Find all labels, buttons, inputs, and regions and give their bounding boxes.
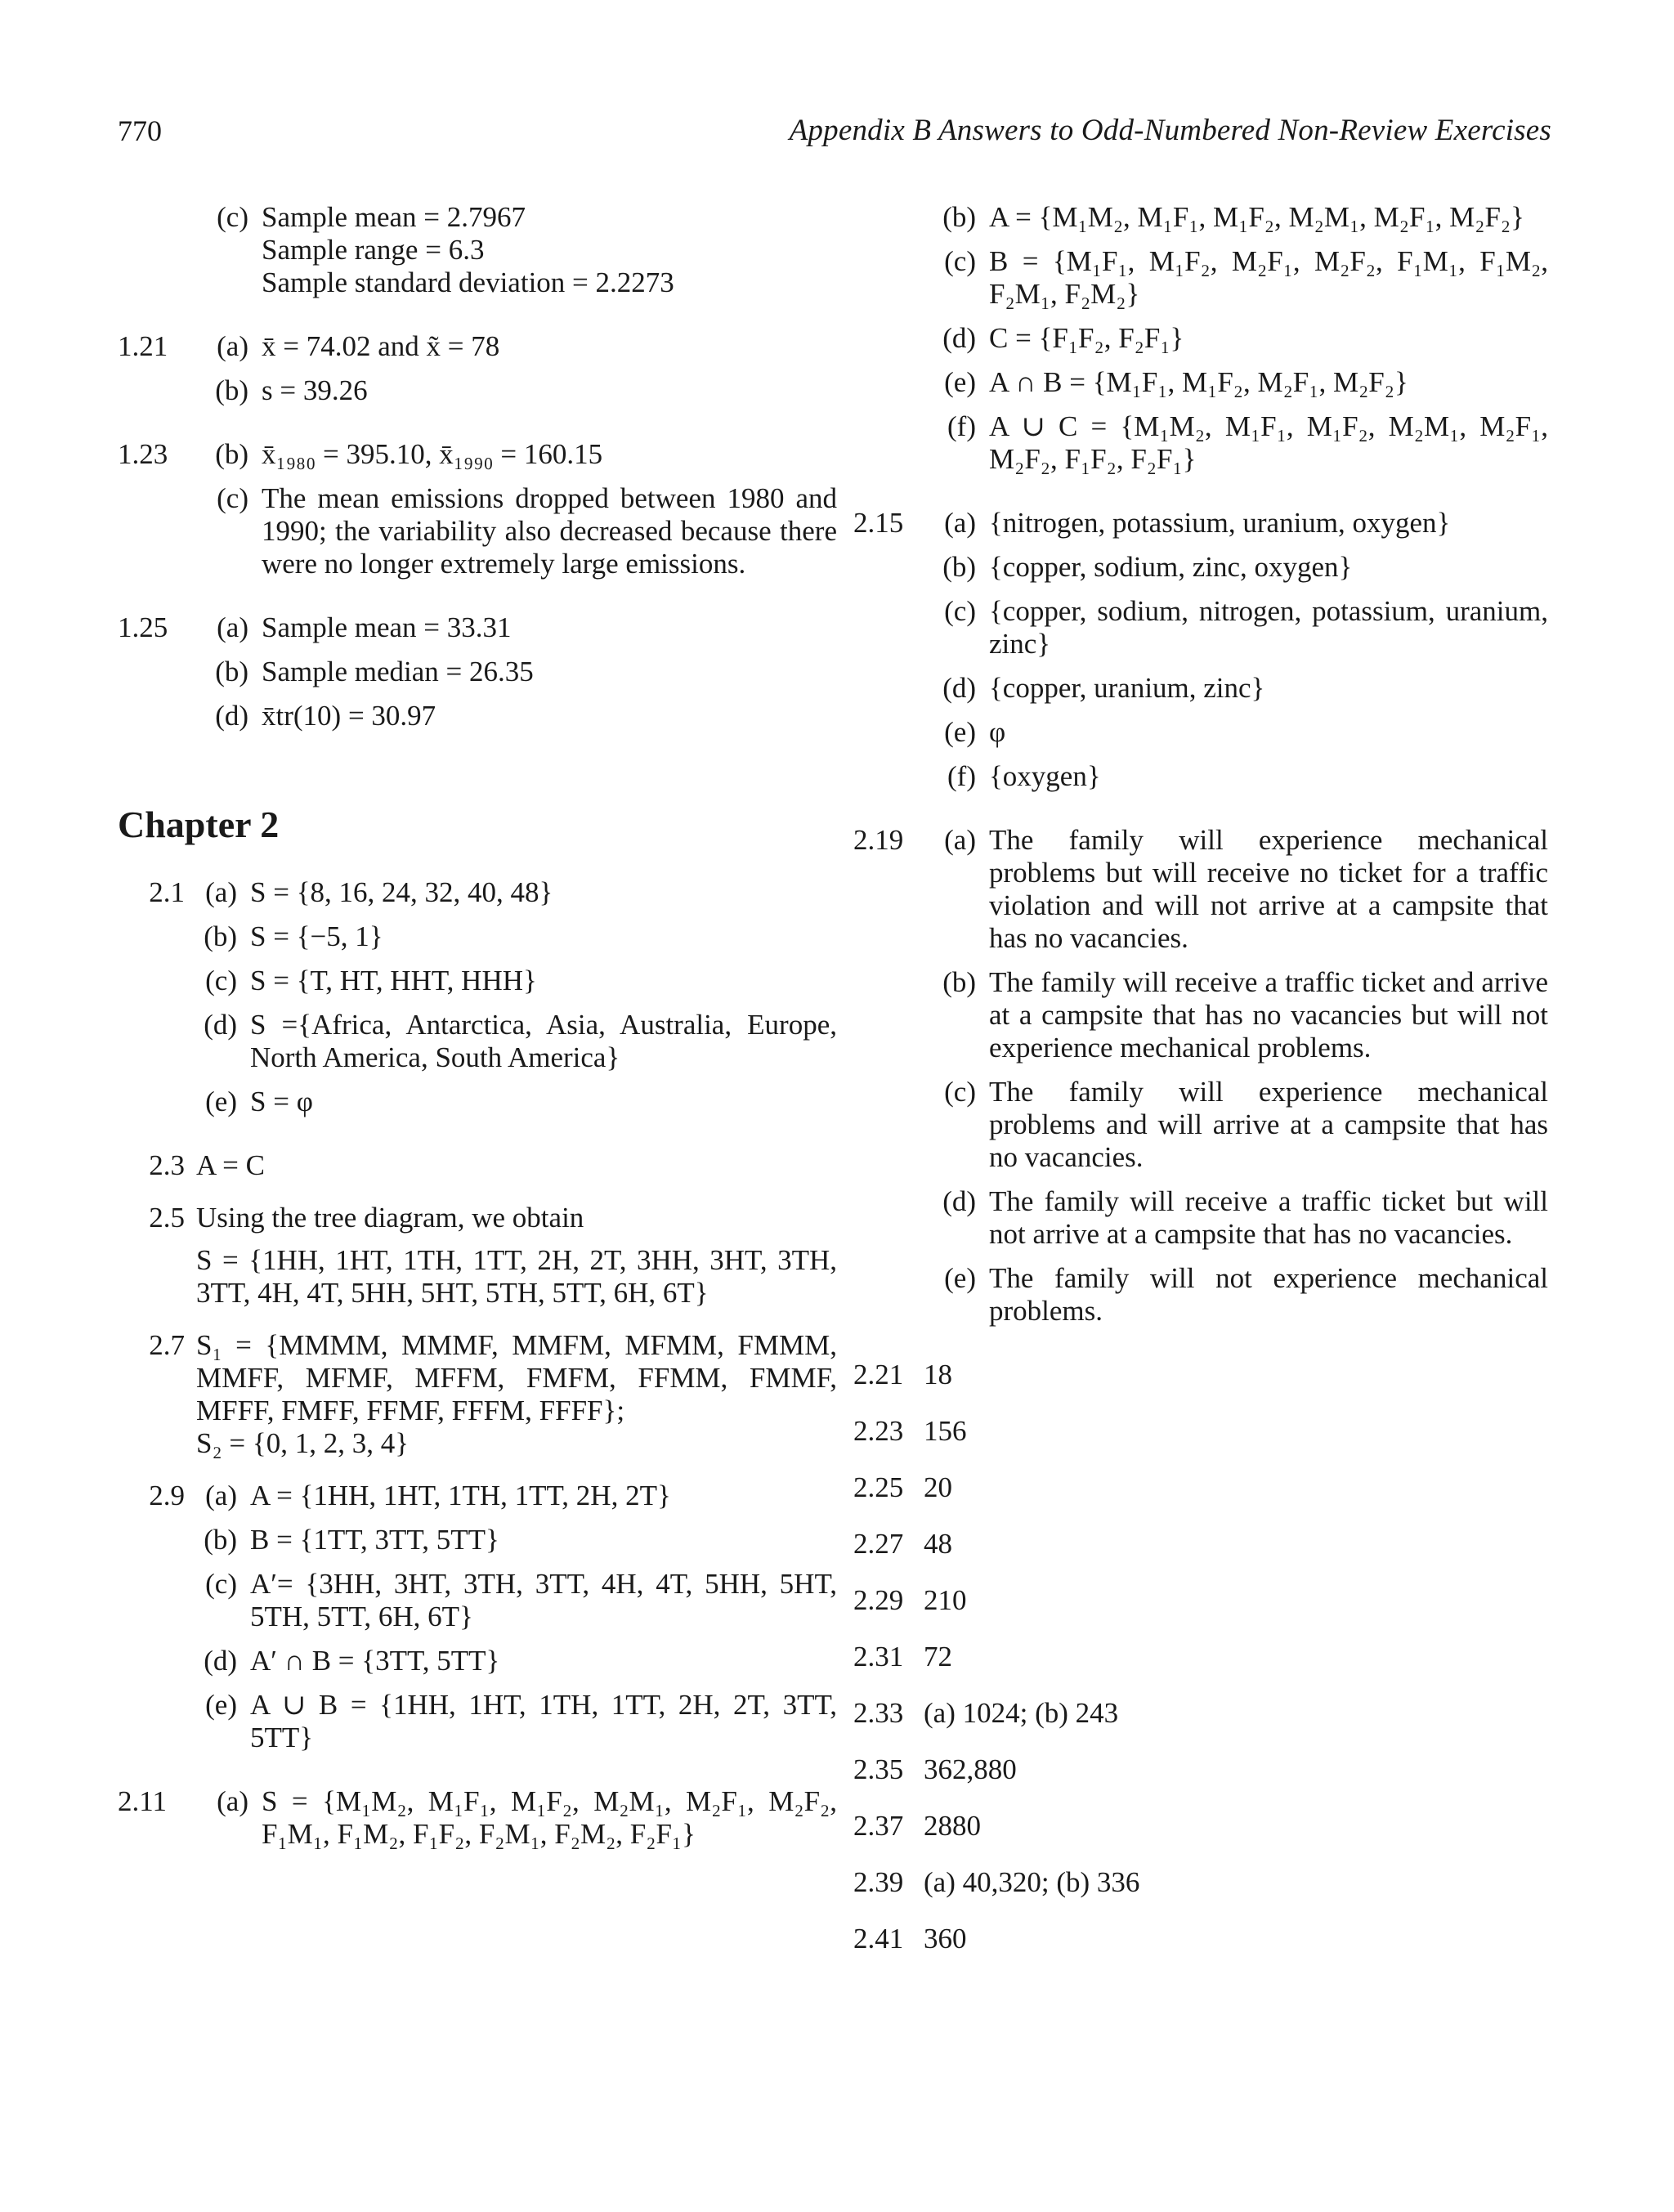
chapter-heading: Chapter 2 xyxy=(118,804,280,845)
exercise-number: 1.23 xyxy=(118,438,168,470)
exercise-2-15 xyxy=(853,507,1548,804)
exercise-number: 2.1 xyxy=(149,876,185,908)
part-label: (b) xyxy=(204,920,237,952)
exercise-1-25 xyxy=(118,611,837,744)
exercise-1-21 xyxy=(118,330,837,419)
part-label: (d) xyxy=(204,1009,237,1041)
answer-text: A = {1HH, 1HT, 1TH, 1TT, 2H, 2T} xyxy=(250,1480,671,1511)
exercise-2-19 xyxy=(853,824,1548,1339)
answer-text: 20 xyxy=(924,1471,952,1503)
answer-text: A′= {3HH, 3HT, 3TH, 3TT, 4H, 4T, 5HH, 5HT, 5TH, 5TT, 6H, 6T} xyxy=(250,1568,837,1632)
part-label: (d) xyxy=(215,700,248,732)
answer-text: A ∩ B = {M₁F₁, M₁F₂, M₂F₁, M₂F₂} xyxy=(989,366,1408,398)
part-label: (d) xyxy=(204,1645,237,1677)
list-item xyxy=(853,1923,1548,1955)
part-label: (a) xyxy=(217,611,248,643)
answer-text: A ∪ C = {M₁M₂, M₁F₁, M₁F₂, M₂M₁, M₂F₁, M₂F₂, F₁F₂, F₂F₁} xyxy=(989,410,1548,475)
exercise-1-19-c xyxy=(118,201,837,311)
list-item xyxy=(853,1415,1548,1448)
answer-text: {copper, uranium, zinc} xyxy=(989,672,1265,704)
answer-line: Sample mean = 2.7967 xyxy=(262,201,526,233)
answer-text: S₁ = {MMMM, MMMF, MMFM, MFMM, FMMM, MMFF, MFMF, MFFM, FMFM, FFMM, FMMF, MFFF, FMFF, FFMF, FFFM, FFFF}; xyxy=(196,1329,837,1426)
part-label: (b) xyxy=(942,551,976,583)
part-label: (e) xyxy=(944,366,976,398)
answer-text: The mean emissions dropped between 1980 and 1990; the variability also decreased because there were no longer extremely large emissions. xyxy=(262,482,837,580)
short-answers-list xyxy=(853,1359,1548,1955)
answer-text: Sample median = 26.35 xyxy=(262,656,534,687)
right-column xyxy=(853,201,1548,1979)
part-label: (b) xyxy=(942,201,976,233)
answer-text: S = {−5, 1} xyxy=(250,920,383,952)
answer-text: 18 xyxy=(924,1359,952,1390)
part-label: (c) xyxy=(944,1076,976,1108)
answer-text: {oxygen} xyxy=(989,760,1101,792)
exercise-number: 2.31 xyxy=(853,1641,904,1672)
part-label: (f) xyxy=(947,760,976,792)
answer-text: The family will not experience mechanical problems. xyxy=(989,1262,1548,1327)
list-item xyxy=(853,1528,1548,1560)
exercise-number: 2.35 xyxy=(853,1753,904,1785)
answer-text: Using the tree diagram, we obtain xyxy=(196,1202,584,1234)
answer-text: {copper, sodium, nitrogen, potassium, uranium, zinc} xyxy=(989,595,1548,660)
answer-text: x̄ = 74.02 and x̃ = 78 xyxy=(262,330,500,362)
exercise-number: 2.25 xyxy=(853,1471,904,1503)
exercise-number: 1.21 xyxy=(118,330,168,362)
exercise-number: 2.39 xyxy=(853,1866,904,1898)
exercise-number: 2.3 xyxy=(149,1149,185,1181)
exercise-number: 2.41 xyxy=(853,1923,904,1955)
answer-text: 360 xyxy=(924,1923,967,1955)
answer-text: 156 xyxy=(924,1415,967,1447)
list-item xyxy=(853,1359,1548,1391)
exercise-number: 2.11 xyxy=(118,1785,167,1817)
list-item xyxy=(853,1866,1548,1899)
part-label: (a) xyxy=(205,1480,237,1511)
part-label: (e) xyxy=(944,1262,976,1294)
list-item xyxy=(853,1584,1548,1617)
exercise-2-5 xyxy=(118,1202,837,1310)
part-label: (b) xyxy=(942,966,976,998)
page-number: 770 xyxy=(118,114,162,147)
answer-text: {nitrogen, potassium, uranium, oxygen} xyxy=(989,507,1451,539)
list-item xyxy=(853,1753,1548,1786)
answer-text: The family will experience mechanical problems and will arrive at a campsite that has no vacancies. xyxy=(989,1076,1548,1173)
answer-line: Sample range = 6.3 xyxy=(262,234,485,266)
answer-text: B = {1TT, 3TT, 5TT} xyxy=(250,1524,499,1556)
answer-text: A = C xyxy=(196,1149,265,1181)
exercise-number: 2.29 xyxy=(853,1584,904,1616)
exercise-2-11-continued xyxy=(853,201,1548,487)
exercise-1-23 xyxy=(118,438,837,592)
exercise-2-7 xyxy=(118,1329,837,1460)
answer-text: S₂ = {0, 1, 2, 3, 4} xyxy=(196,1427,410,1459)
exercise-number: 2.5 xyxy=(149,1202,185,1234)
exercise-number: 2.23 xyxy=(853,1415,904,1447)
running-title: Appendix B Answers to Odd-Numbered Non-Review Exercises xyxy=(789,114,1551,147)
answer-text: x̄tr(10) = 30.97 xyxy=(262,700,436,732)
exercise-number: 2.27 xyxy=(853,1528,904,1560)
answer-text: S = {8, 16, 24, 32, 40, 48} xyxy=(250,876,553,908)
answer-text: 2880 xyxy=(924,1810,981,1842)
answer-text: A′ ∩ B = {3TT, 5TT} xyxy=(250,1645,500,1677)
exercise-number: 2.19 xyxy=(853,824,904,856)
part-label: (d) xyxy=(942,672,976,704)
answer-text: The family will receive a traffic ticket and arrive at a campsite that has no vacancies but will not experience mechanical problems. xyxy=(989,966,1548,1063)
part-label: (b) xyxy=(204,1524,237,1556)
list-item xyxy=(853,1697,1548,1730)
answer-text: s = 39.26 xyxy=(262,374,368,406)
part-label: (e) xyxy=(205,1086,237,1117)
part-label: (e) xyxy=(205,1689,237,1721)
part-label: (d) xyxy=(942,322,976,354)
part-label: (a) xyxy=(944,824,976,856)
answer-text: 48 xyxy=(924,1528,952,1560)
part-label: (c) xyxy=(205,1568,237,1600)
part-label: (b) xyxy=(215,438,248,470)
exercise-number: 1.25 xyxy=(118,611,168,643)
exercise-number: 2.33 xyxy=(853,1697,904,1729)
part-label: (a) xyxy=(217,330,248,362)
answer-text: 362,880 xyxy=(924,1753,1017,1785)
answer-text: {copper, sodium, zinc, oxygen} xyxy=(989,551,1353,583)
list-item xyxy=(853,1810,1548,1843)
answer-text: The family will experience mechanical problems but will receive no ticket for a traffic violation and will not arrive at a campsite that has no vacancies. xyxy=(989,824,1548,954)
part-label: (c) xyxy=(217,201,248,233)
list-item xyxy=(853,1641,1548,1673)
exercise-2-3 xyxy=(118,1149,837,1182)
part-label: (c) xyxy=(205,965,237,996)
answer-text: 210 xyxy=(924,1584,967,1616)
exercise-2-9 xyxy=(118,1480,837,1766)
part-label: (c) xyxy=(944,245,976,277)
answer-text: C = {F₁F₂, F₂F₁} xyxy=(989,322,1184,354)
part-label: (c) xyxy=(944,595,976,627)
answer-text: B = {M₁F₁, M₁F₂, M₂F₁, M₂F₂, F₁M₁, F₁M₂, F₂M₁, F₂M₂} xyxy=(989,245,1548,310)
answer-text: A = {M₁M₂, M₁F₁, M₁F₂, M₂M₁, M₂F₁, M₂F₂} xyxy=(989,201,1524,233)
answer-text: (a) 1024; (b) 243 xyxy=(924,1697,1119,1729)
part-label: (a) xyxy=(217,1785,248,1817)
answer-text: S = {M₁M₂, M₁F₁, M₁F₂, M₂M₁, M₂F₁, M₂F₂, F₁M₁, F₁M₂, F₁F₂, F₂M₁, F₂M₂, F₂F₁} xyxy=(262,1785,837,1850)
part-label: (a) xyxy=(205,876,237,908)
exercise-2-1 xyxy=(118,876,837,1130)
part-label: (a) xyxy=(944,507,976,539)
answer-text: S = {1HH, 1HT, 1TH, 1TT, 2H, 2T, 3HH, 3HT, 3TH, 3TT, 4H, 4T, 5HH, 5HT, 5TH, 5TT, 6H, 6T} xyxy=(196,1244,837,1309)
answer-text: φ xyxy=(989,716,1006,748)
exercise-number: 2.7 xyxy=(149,1329,185,1361)
answer-text: x̄₁₉₈₀ = 395.10, x̄₁₉₉₀ = 160.15 xyxy=(262,438,603,470)
exercise-number: 2.21 xyxy=(853,1359,904,1390)
answer-text: Sample mean = 33.31 xyxy=(262,611,512,643)
part-label: (c) xyxy=(217,482,248,514)
part-label: (e) xyxy=(944,716,976,748)
left-column xyxy=(118,201,837,1862)
answer-line: Sample standard deviation = 2.2273 xyxy=(262,266,674,298)
exercise-2-11 xyxy=(118,1785,837,1862)
exercise-number: 2.9 xyxy=(149,1480,185,1511)
answer-text: A ∪ B = {1HH, 1HT, 1TH, 1TT, 2H, 2T, 3TT, 5TT} xyxy=(250,1689,837,1753)
part-label: (d) xyxy=(942,1185,976,1217)
answer-text: (a) 40,320; (b) 336 xyxy=(924,1866,1140,1898)
list-item xyxy=(853,1471,1548,1504)
part-label: (f) xyxy=(947,410,976,442)
answer-text: S = {T, HT, HHT, HHH} xyxy=(250,965,537,996)
part-label: (b) xyxy=(215,656,248,687)
exercise-number: 2.15 xyxy=(853,507,904,539)
part-label: (b) xyxy=(215,374,248,406)
answer-text: S = φ xyxy=(250,1086,313,1117)
answer-text: 72 xyxy=(924,1641,952,1672)
answer-text: S ={Africa, Antarctica, Asia, Australia, Europe, North America, South America} xyxy=(250,1009,837,1073)
answer-text: The family will receive a traffic ticket but will not arrive at a campsite that has no vacancies. xyxy=(989,1185,1548,1250)
exercise-number: 2.37 xyxy=(853,1810,904,1842)
